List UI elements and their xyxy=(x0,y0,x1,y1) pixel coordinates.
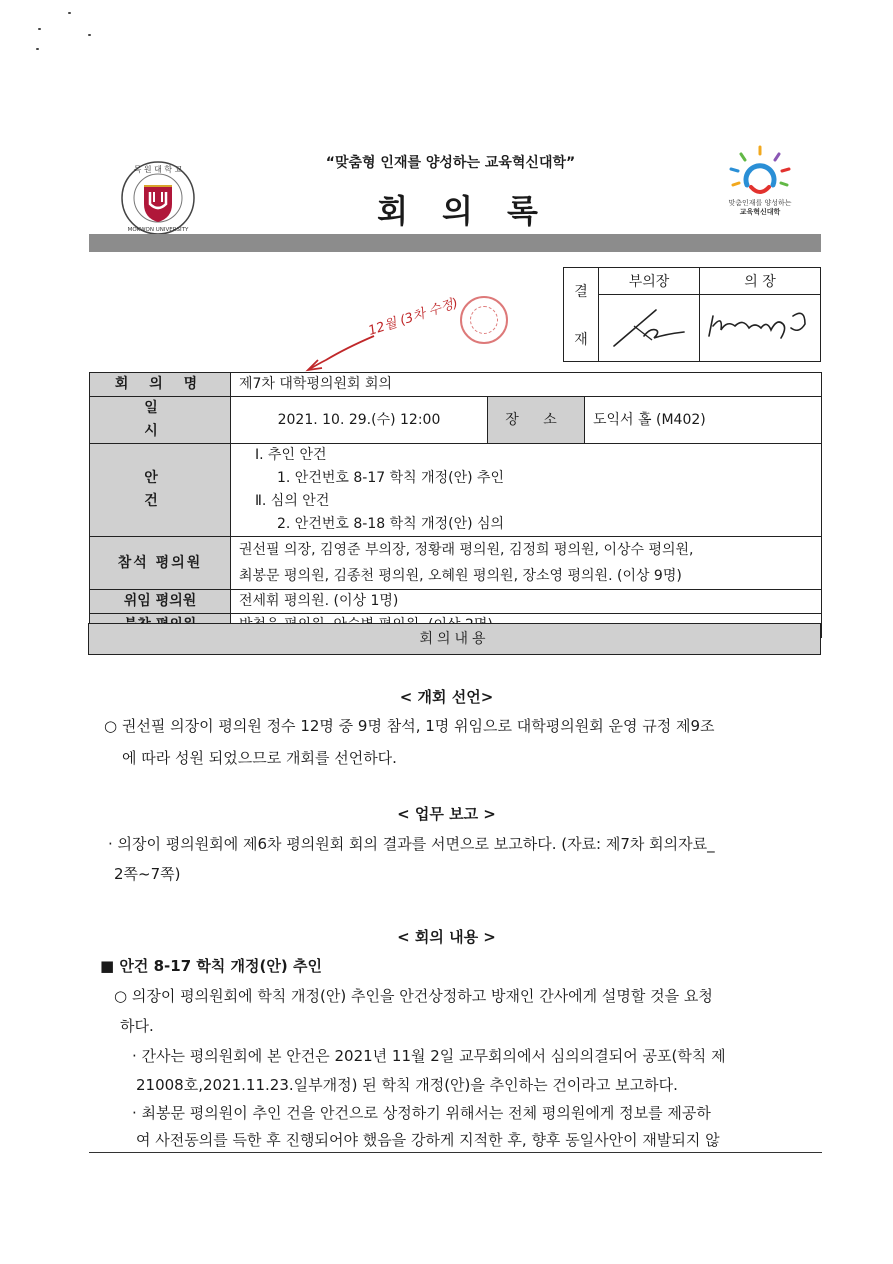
logo-caption xyxy=(717,199,803,217)
item-paragraph-2-line-1: · 간사는 평의원회에 본 안건은 2021년 11월 2일 교무회의에서 심의의결되어 공포(학칙 제 xyxy=(132,1047,726,1065)
logo-caption-line-1: 맞춤인재를 양성하는 xyxy=(728,199,792,207)
agenda-item: 2. 안건번호 8-18 학칙 개정(안) 심의 xyxy=(277,516,505,532)
signature-icon xyxy=(604,296,694,356)
item-paragraph-2-line-2: 21008호,2021.11.23.일부개정) 된 학칙 개정(안)을 추인하는 건이라고 보고하다. xyxy=(136,1076,678,1094)
delegated-label: 위임 평의원 xyxy=(90,590,231,614)
meeting-datetime: 2021. 10. 29.(수) 12:00 xyxy=(231,397,488,444)
report-line-2: 2쪽~7쪽) xyxy=(114,865,181,883)
item-paragraph-3-line-2: 여 사전동의를 득한 후 진행되어야 했음을 강하게 지적한 후, 향후 동일사안이 재발되지 않 xyxy=(136,1131,720,1149)
vice-chair-signature xyxy=(599,295,700,362)
report-heading: < 업무 보고 > xyxy=(397,805,496,823)
meeting-name: 제7차 대학평의원회 회의 xyxy=(231,373,822,397)
delegated-members: 전세휘 평의원. (이상 1명) xyxy=(231,590,822,614)
item-paragraph-1-line-2: 하다. xyxy=(120,1017,154,1035)
handwritten-annotation: 12월 (3차 수정) xyxy=(366,295,461,339)
opening-line-2: 에 따라 성원 되었으므로 개회를 선언하다. xyxy=(122,749,397,767)
approval-label: 결 재 xyxy=(564,268,599,362)
meeting-name-label: 회 의 명 xyxy=(90,373,231,397)
content-heading: < 회의 내용 > xyxy=(397,928,496,946)
agenda-label: 안 건 xyxy=(90,444,231,537)
red-stamp-icon xyxy=(460,296,508,344)
svg-text:목 원 대 학 교: 목 원 대 학 교 xyxy=(133,165,183,174)
report-line-1: · 의장이 평의원회에 제6차 평의원회 회의 결과를 서면으로 보고하다. (자료: 제7차 회의자료_ xyxy=(108,835,715,853)
item-paragraph-1-line-1: ○ 의장이 평의원회에 학칙 개정(안) 추인을 안건상정하고 방재인 간사에게 설명할 것을 요청 xyxy=(114,987,713,1005)
attendees-label: 참석 평의원 xyxy=(90,537,231,590)
agenda-list xyxy=(231,444,822,537)
meeting-info-table xyxy=(89,372,822,638)
logo-caption-line-2: 교육혁신대학 xyxy=(739,208,781,216)
content-section-header: 회의내용 xyxy=(88,623,821,655)
datetime-label: 일 시 xyxy=(90,397,231,444)
approval-col-chair: 의 장 xyxy=(700,268,821,295)
approval-col-vice-chair: 부의장 xyxy=(599,268,700,295)
agenda-item: 1. 안건번호 8-17 학칙 개정(안) 추인 xyxy=(277,470,505,486)
item-paragraph-3-line-1: · 최봉문 평의원이 추인 건을 안건으로 상정하기 위해서는 전체 평의원에게 정보를 제공하 xyxy=(132,1104,711,1122)
place-label: 장 소 xyxy=(488,397,585,444)
header-bar xyxy=(89,234,821,252)
attendees xyxy=(231,537,822,590)
attendees-line-2: 최봉문 평의원, 김종천 평의원, 오혜원 평의원, 장소영 평의원. (이상 9명) xyxy=(239,568,682,584)
agenda-item: Ⅱ. 심의 안건 xyxy=(255,493,330,509)
page-title: 회의록 xyxy=(377,192,572,230)
slogan: “맞춤형 인재를 양성하는 교육혁신대학” xyxy=(325,155,576,171)
signature-icon xyxy=(701,296,819,356)
opening-heading: < 개회 선언> xyxy=(399,688,494,706)
chair-signature xyxy=(700,295,821,362)
opening-line-1: ○ 권선필 의장이 평의원 정수 12명 중 9명 참석, 1명 위임으로 대학평의원회 운영 규정 제9조 xyxy=(104,717,715,735)
svg-text:MOKWON UNIVERSITY: MOKWON UNIVERSITY xyxy=(127,227,189,233)
page-bottom-rule xyxy=(89,1152,822,1153)
attendees-line-1: 권선필 의장, 김영준 부의장, 정황래 평의원, 김정희 평의원, 이상수 평의원, xyxy=(239,542,694,558)
approval-box xyxy=(563,267,821,362)
meeting-place: 도익서 홀 (M402) xyxy=(585,397,822,444)
annotation-arrow-icon xyxy=(300,330,380,374)
agenda-item: Ⅰ. 추인 안건 xyxy=(255,447,327,463)
item-title: ■ 안건 8-17 학칙 개정(안) 추인 xyxy=(100,957,322,975)
